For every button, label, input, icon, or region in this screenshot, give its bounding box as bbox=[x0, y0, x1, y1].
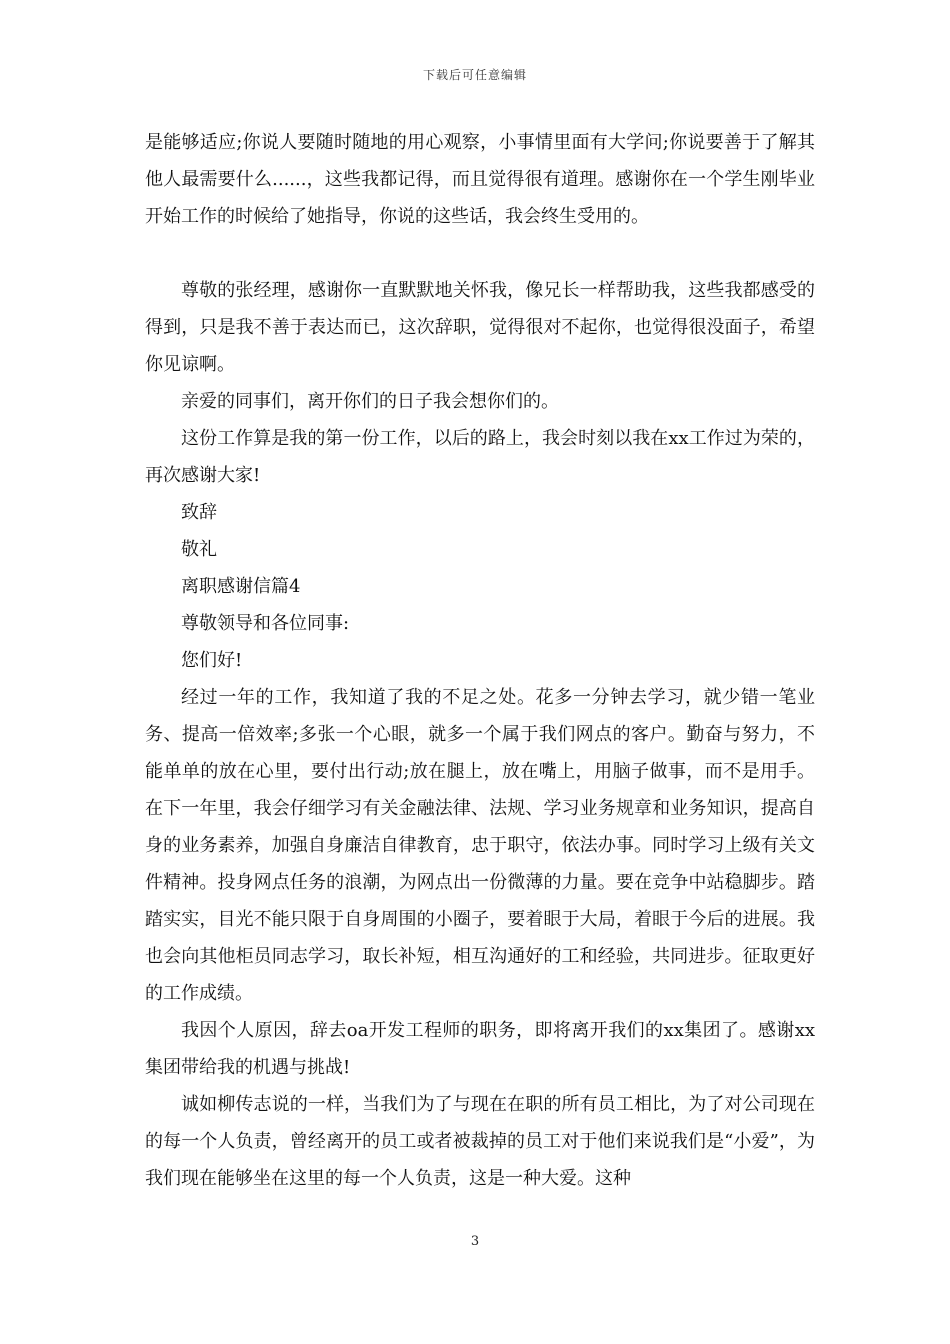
paragraph-gap bbox=[145, 235, 815, 272]
page-number: 3 bbox=[470, 1234, 480, 1249]
paragraph-year-review: 经过一年的工作，我知道了我的不足之处。花多一分钟去学习，就少错一笔业务、提高一倍效率;多张一个心眼，就多一个属于我们网点的客户。勤奋与努力，不能单单的放在心里，要付出行动;放在腿上，放在嘴上，用脑子做事，而不是用手。在下一年里，我会仔细学习有关金融法律、法规、学习业务规章和业务知识，提高自身的业务素养，加强自身廉洁自律教育，忠于职守，依法办事。同时学习上级有关文件精神。投身网点任务的浪潮，为网点出一份微薄的力量。要在竞争中站稳脚步。踏踏实实，目光不能只限于自身周围的小圈子，要着眼于大局，着眼于今后的进展。我也会向其他柜员同志学习，取长补短，相互沟通好的工和经验，共同进步。征取更好的工作成绩。 bbox=[145, 687, 815, 1004]
section-title: 离职感谢信篇4 bbox=[181, 576, 301, 597]
paragraph-continuation: 是能够适应;你说人要随时随地的用心观察，小事情里面有大学问;你说要善于了解其他人最需要什么......，这些我都记得，而且觉得很有道理。感谢你在一个学生刚毕业开始工作的时候给了她指导，你说的这些话，我会终生受用的。 bbox=[145, 132, 815, 227]
paragraph-colleagues: 亲爱的同事们，离开你们的日子我会想你们的。 bbox=[181, 391, 559, 412]
salutation-closing: 敬礼 bbox=[181, 539, 217, 560]
page-header: 下载后可任意编辑 bbox=[422, 68, 527, 82]
paragraph-liu-chuanzhi: 诚如柳传志说的一样，当我们为了与现在在职的所有员工相比，为了对公司现在的每一个人负责，曾经离开的员工或者被裁掉的员工对于他们来说我们是“小爱”，为我们现在能够坐在这里的每一个人负责，这是一种大爱。这种 bbox=[145, 1094, 815, 1189]
letter-greeting-recipient: 尊敬领导和各位同事: bbox=[181, 613, 350, 634]
paragraph-resignation: 我因个人原因，辞去oa开发工程师的职务，即将离开我们的xx集团了。感谢xx集团带给我的机遇与挑战! bbox=[145, 1020, 815, 1078]
paragraph-first-job: 这份工作算是我的第一份工作，以后的路上，我会时刻以我在xx工作过为荣的，再次感谢大家! bbox=[145, 428, 815, 486]
closing-remark: 致辞 bbox=[181, 502, 217, 523]
document-body bbox=[145, 124, 815, 1197]
letter-greeting: 您们好! bbox=[181, 650, 243, 671]
paragraph-manager-thanks: 尊敬的张经理，感谢你一直默默地关怀我，像兄长一样帮助我，这些我都感受的得到，只是我不善于表达而已，这次辞职，觉得很对不起你，也觉得很没面子，希望你见谅啊。 bbox=[145, 280, 815, 375]
